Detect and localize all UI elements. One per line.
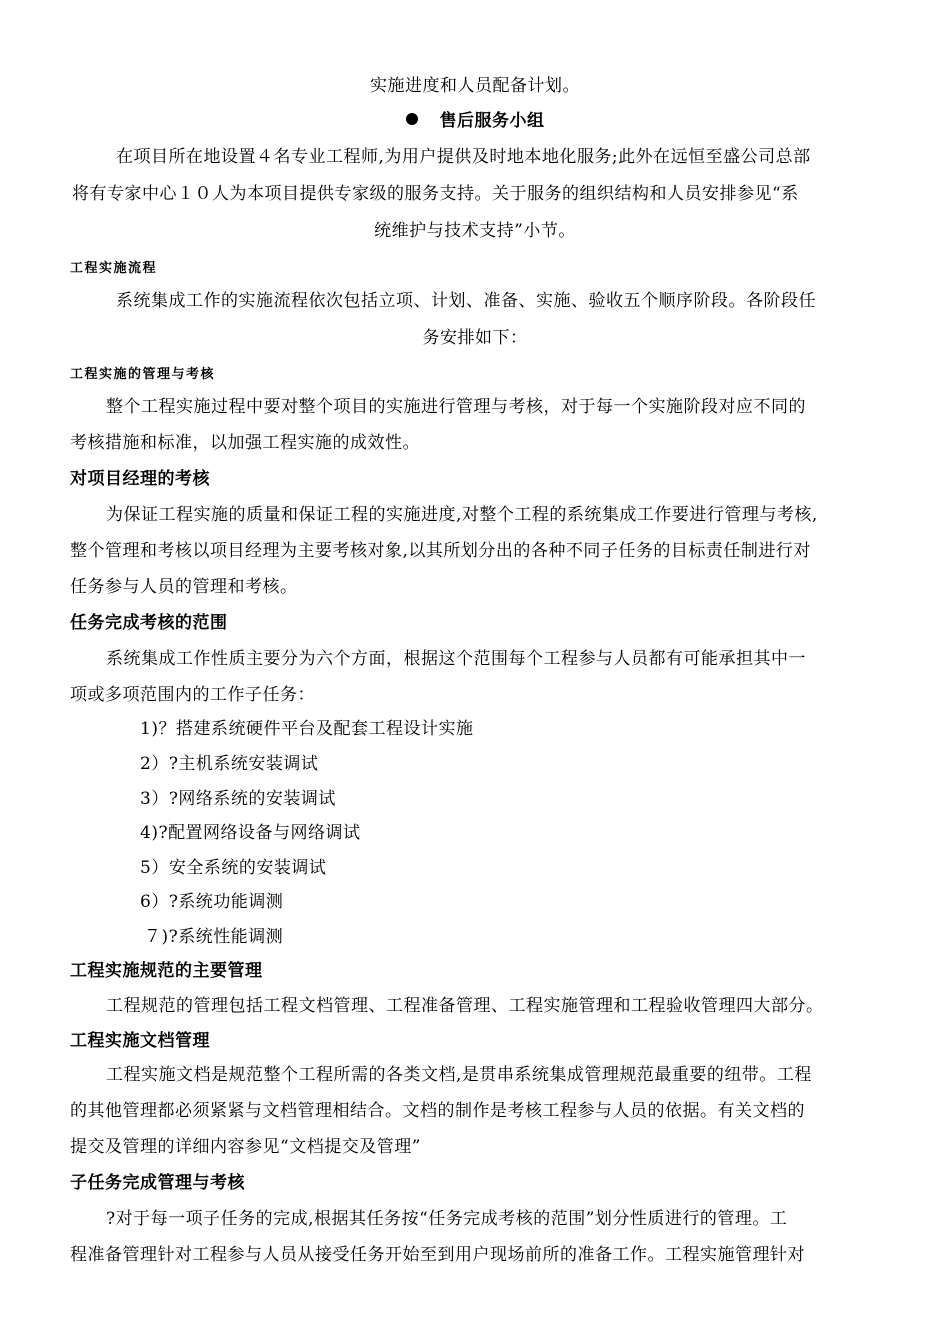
docs-paragraph-line-2: 的其他管理都必须紧紧与文档管理相结合。文档的制作是考核工程参与人员的依据。有关文档的 [70, 1101, 805, 1121]
aftersales-heading [0, 110, 950, 132]
scope-list-item: ７)?系统性能调测 [144, 927, 284, 947]
subtask-paragraph-line-1: ?对于每一项子任务的完成,根据其任务按“任务完成考核的范围”划分性质进行的管理。工 [106, 1209, 788, 1229]
bullet-icon [406, 113, 418, 125]
docs-paragraph-line-3: 提交及管理的详细内容参见“文档提交及管理” [70, 1137, 421, 1157]
aftersales-paragraph-line-2: 将有专家中心１０人为本项目提供专家级的服务支持。关于服务的组织结构和人员安排参见“系 [72, 184, 799, 204]
scope-list-item: 5）安全系统的安装调试 [140, 858, 327, 878]
scope-paragraph-line-2: 项或多项范围内的工作子任务： [70, 685, 315, 705]
pm-assessment-line-3: 任务参与人员的管理和考核。 [70, 577, 298, 597]
pm-assessment-heading: 对项目经理的考核 [70, 469, 210, 489]
aftersales-paragraph-line-3: 统维护与技术支持”小节。 [374, 221, 576, 241]
process-heading: 工程实施流程 [70, 261, 158, 276]
scope-list-item: 6）?系统功能调测 [140, 892, 284, 912]
subtask-heading: 子任务完成管理与考核 [70, 1173, 245, 1193]
subtask-paragraph-line-2: 程准备管理针对工程参与人员从接受任务开始至到用户现场前所的准备工作。工程实施管理针对 [70, 1245, 805, 1265]
scope-list-item: 2）?主机系统安装调试 [140, 754, 319, 774]
scope-list-item: 1)？搭建系统硬件平台及配套工程设计实施 [140, 719, 474, 739]
aftersales-paragraph-line-1: 在项目所在地设置４名专业工程师,为用户提供及时地本地化服务;此外在远恒至盛公司总部 [116, 147, 811, 167]
norms-heading: 工程实施规范的主要管理 [70, 961, 263, 981]
pm-assessment-line-1: 为保证工程实施的质量和保证工程的实施进度,对整个工程的系统集成工作要进行管理与考核, [106, 505, 818, 525]
scope-paragraph-line-1: 系统集成工作性质主要分为六个方面，根据这个范围每个工程参与人员都有可能承担其中一 [106, 649, 806, 669]
pm-assessment-line-2: 整个管理和考核以项目经理为主要考核对象,以其所划分出的各种不同子任务的目标责任制进行对 [70, 541, 811, 561]
management-paragraph-line-1: 整个工程实施过程中要对整个项目的实施进行管理与考核，对于每一个实施阶段对应不同的 [106, 397, 806, 417]
scope-list-item: 3）?网络系统的安装调试 [140, 789, 336, 809]
process-paragraph-line-2: 务安排如下： [422, 328, 528, 348]
process-paragraph-line-1: 系统集成工作的实施流程依次包括立项、计划、准备、实施、验收五个顺序阶段。各阶段任 [116, 291, 816, 311]
norms-paragraph-line-1: 工程规范的管理包括工程文档管理、工程准备管理、工程实施管理和工程验收管理四大部分。 [106, 996, 824, 1016]
docs-heading: 工程实施文档管理 [70, 1031, 210, 1051]
docs-paragraph-line-1: 工程实施文档是规范整个工程所需的各类文档,是贯串系统集成管理规范最重要的纽带。工程 [106, 1065, 812, 1085]
management-paragraph-line-2: 考核措施和标准，以加强工程实施的成效性。 [70, 433, 420, 453]
intro-tail-line: 实施进度和人员配备计划。 [370, 76, 580, 96]
aftersales-heading-text: 售后服务小组 [439, 111, 545, 131]
management-heading: 工程实施的管理与考核 [70, 367, 216, 382]
scope-list-item: 4)?配置网络设备与网络调试 [140, 823, 361, 843]
scope-heading: 任务完成考核的范围 [70, 613, 228, 633]
